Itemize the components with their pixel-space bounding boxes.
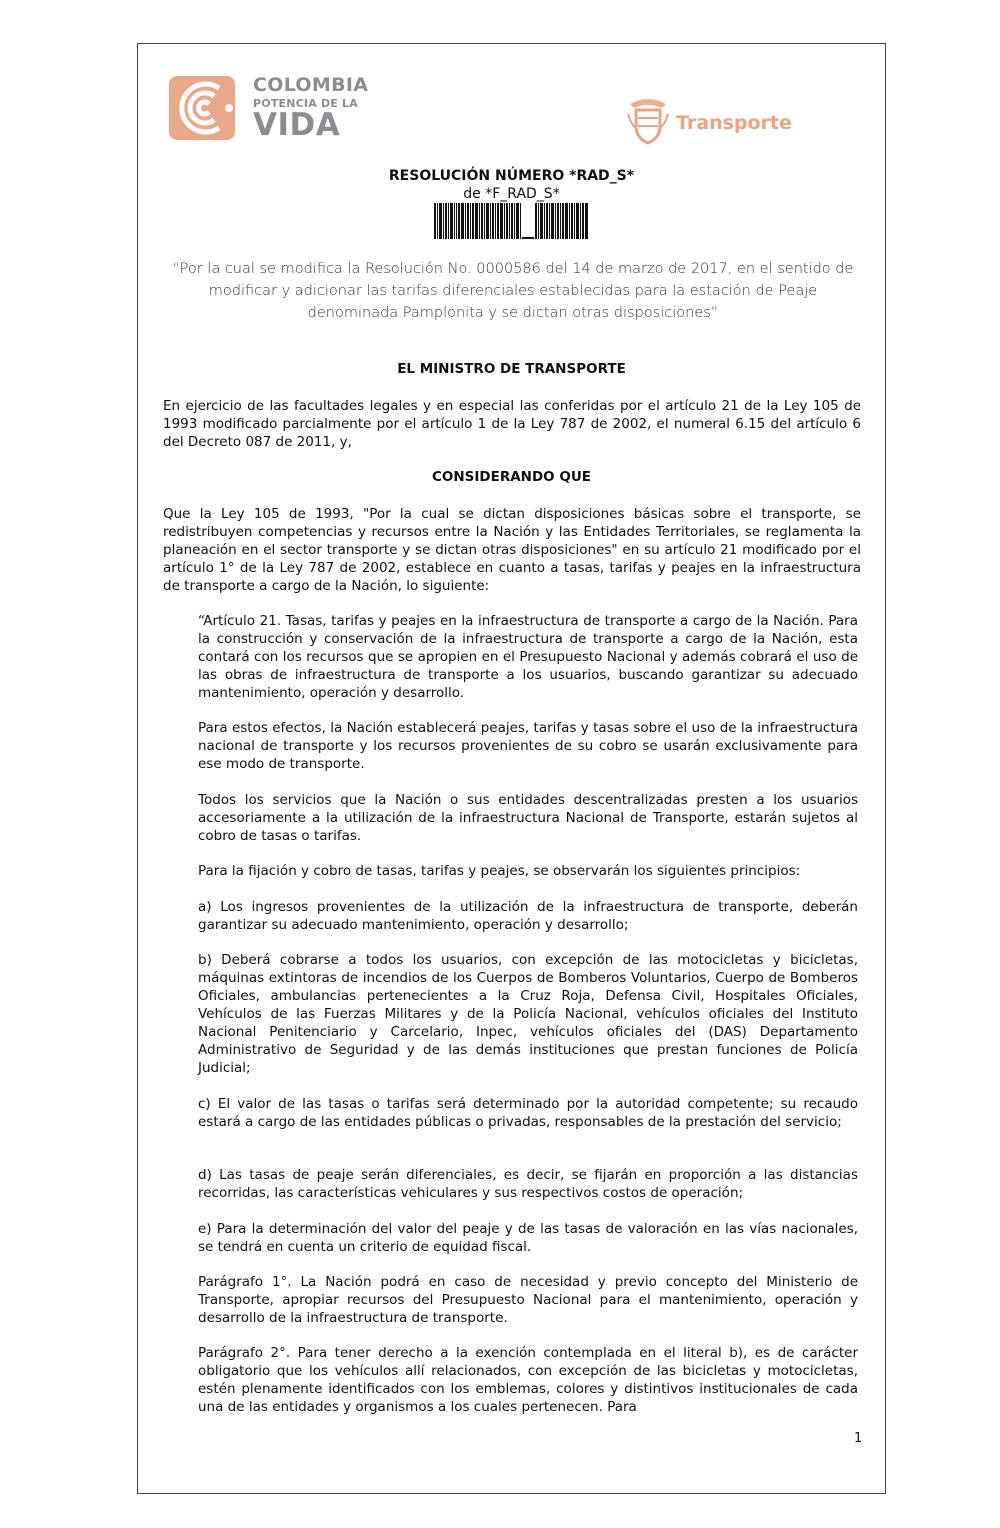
resolution-title: RESOLUCIÓN NÚMERO *RAD_S* [388,168,635,184]
coat-of-arms-icon [626,96,670,146]
barcode-icon [434,203,588,239]
transporte-wordmark: Transporte [676,112,792,134]
quote-item-c: c) El valor de las tasas o tarifas será determinado por la autoridad competente; su recaudo estará a cargo de las entidades públicas o privadas, responsables de la prestación del servicio; [198,1096,858,1130]
quote-paragraph-3: Todos los servicios que la Nación o sus entidades descentralizadas presten a los usuarios accesoriamente a la utilización de la infraestructura Nacional de Transporte, estarán sujetos al cobro de tasas o tarifas. [198,792,858,844]
colombia-potencia-vida-logo [169,74,369,144]
resolution-date: de *F_RAD_S* [463,186,560,202]
considering-heading: CONSIDERANDO QUE [431,469,592,485]
considering-intro-paragraph: Que la Ley 105 de 1993, "Por la cual se dictan disposiciones básicas sobre el transporte, se redistribuyen competencias y recursos entre la Nación y las Entidades Territoriales, se reglamenta la planeación en el sector transporte y se dictan otras disposiciones" en su artículo 21 modificado por el artículo 1° de la Ley 787 de 2002, establece en cuanto a tasas, tarifas y peajes en la infraestructura de transporte a cargo de la Nación, lo siguiente: [163,506,861,594]
logo-line-potencia: POTENCIA DE LA [253,97,358,110]
quote-item-d: d) Las tasas de peaje serán diferenciales, es decir, se fijarán en proporción a las distancias recorridas, las características vehiculares y sus respectivos costos de operación; [198,1167,858,1201]
preamble-paragraph: En ejercicio de las facultades legales y en especial las conferidas por el artículo 21 de la Ley 105 de 1993 modificado parcialmente por el artículo 1 de la Ley 787 de 2002, el numeral 6.15 del artículo 6 del Decreto 087 de 2011, y, [163,398,861,450]
colombia-swirl-icon [169,74,239,144]
quote-paragraph-2: Para estos efectos, la Nación establecerá peajes, tarifas y tasas sobre el uso de la infraestructura nacional de transporte y los recursos provenientes de su cobro se usarán exclusivamente para ese modo de transporte. [198,720,858,772]
quote-item-b: b) Deberá cobrarse a todos los usuarios, con excepción de las motocicletas y bicicletas, máquinas extintoras de incendios de los Cuerpos de Bomberos Voluntarios, Cuerpo de Bomberos Oficiales, ambulancias pertenecientes a la Cruz Roja, Defensa Civil, Hospitales Oficiales, Vehículos de las Fuerzas Militares y de la Policía Nacional, vehículos oficiales del Instituto Nacional Penitenciario y Carcelario, Inpec, vehículos oficiales del (DAS) Departamento Administrativo de Seguridad y de las demás instituciones que prestan funciones de Policía Judicial; [198,952,858,1076]
page-number: 1 [854,1431,863,1446]
logo-line-vida: VIDA [253,107,341,143]
logo-line-colombia: COLOMBIA [253,74,369,96]
quote-paragraph-4: Para la fijación y cobro de tasas, tarifas y peajes, se observarán los siguientes principios: [198,863,801,879]
resolution-subject: “Por la cual se modifica la Resolución No. 0000586 del 14 de marzo de 2017, en el sentido de modificar y adicionar las tarifas diferenciales establecidas para la estación de Peaje denominada Pamplonita y se dictan otras disposiciones” [172,261,854,321]
quote-paragraph-1: “Artículo 21. Tasas, tarifas y peajes en la infraestructura de transporte a cargo de la Nación. Para la construcción y conservación de la infraestructura de transporte a cargo de la Nación, esta contará con los recursos que se apropien en el Presupuesto Nacional y además cobrará el uso de las obras de infraestructura de transporte a los usuarios, buscando garantizar su adecuado mantenimiento, operación y desarrollo. [198,613,858,701]
transporte-logo [626,96,796,146]
quote-paragraph-paragrafo-2: Parágrafo 2°. Para tener derecho a la exención contemplada en el literal b), es de carácter obligatorio que los vehículos allí relacionados, con excepción de las bicicletas y motocicletas, estén plenamente identificados con los emblemas, colores y distintivos institucionales de cada una de las entidades y organismos a los cuales pertenecen. Para [198,1345,858,1415]
document-page [137,43,886,1494]
minister-heading: EL MINISTRO DE TRANSPORTE [397,361,626,377]
quote-paragraph-paragrafo-1: Parágrafo 1°. La Nación podrá en caso de necesidad y previo concepto del Ministerio de Transporte, apropiar recursos del Presupuesto Nacional para el mantenimiento, operación y desarrollo de la infraestructura de transporte. [198,1274,858,1326]
quote-item-a: a) Los ingresos provenientes de la utilización de la infraestructura de transporte, deberán garantizar su adecuado mantenimiento, operación y desarrollo; [198,899,858,933]
quote-item-e: e) Para la determinación del valor del peaje y de las tasas de valoración en las vías nacionales, se tendrá en cuenta un criterio de equidad fiscal. [198,1221,858,1255]
